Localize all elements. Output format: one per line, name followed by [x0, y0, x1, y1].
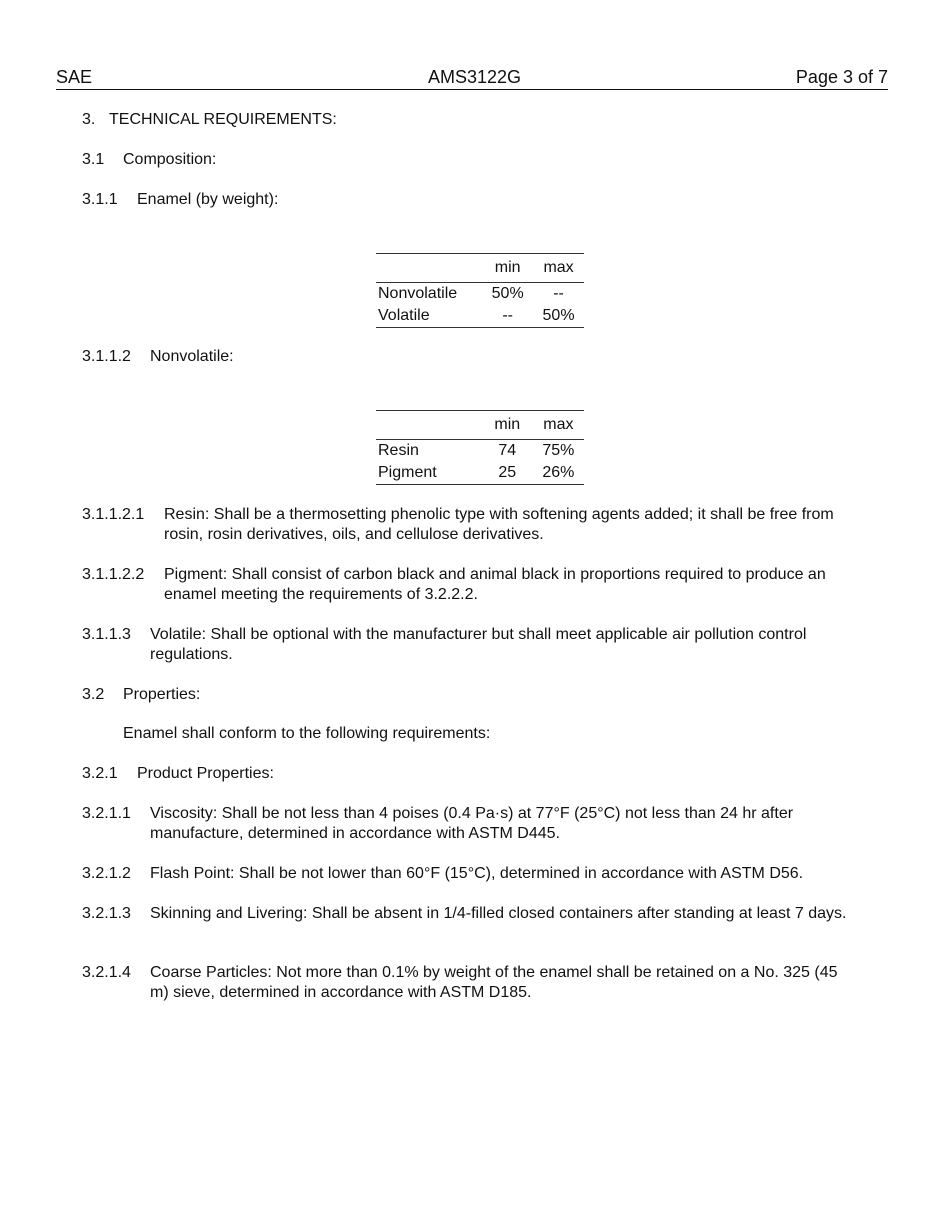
table-row — [376, 440, 584, 463]
section-number: 3.2.1.4 — [82, 964, 131, 981]
table-row — [376, 305, 584, 328]
page-header — [56, 67, 888, 90]
section-number: 3.1.1.2.2 — [82, 566, 145, 583]
section-title: Nonvolatile: — [150, 348, 234, 365]
table-header-row — [376, 411, 584, 440]
table-header-cell: max — [533, 254, 584, 283]
section-number: 3.1.1.3 — [82, 626, 131, 643]
section-number: 3.1.1.2 — [82, 348, 131, 365]
section-3-2-heading — [82, 685, 201, 705]
section-text: Resin: Shall be a thermosetting phenolic type with softening agents added; it shall be free from rosin, rosin derivatives, oils, and cellulose derivatives. — [164, 506, 834, 543]
section-text: Flash Point: Shall be not lower than 60°F (15°C), determined in accordance with ASTM D56. — [150, 865, 804, 882]
table-row — [376, 462, 584, 485]
section-3-2-1-3 — [82, 904, 850, 924]
section-number: 3.2.1.3 — [82, 905, 131, 922]
table-row — [376, 283, 584, 306]
header-page-number: Page 3 of 7 — [795, 67, 888, 87]
section-3-2-1-heading — [82, 764, 274, 784]
section-number: 3.1.1 — [82, 191, 118, 208]
section-text: Viscosity: Shall be not less than 4 poises (0.4 Pa·s) at 77°F (25°C) not less than 24 hr after manufacture, determined in accordance with ASTM D445. — [150, 805, 794, 842]
table-cell: 74 — [498, 442, 517, 459]
table-header-cell: min — [482, 254, 533, 283]
section-text: Volatile: Shall be optional with the manufacturer but shall meet applicable air pollution control regulations. — [150, 626, 807, 663]
section-3-2-1-4 — [82, 963, 850, 1003]
section-title: Product Properties: — [137, 765, 274, 782]
section-title: Properties: — [123, 686, 201, 703]
table-cell: Volatile — [376, 305, 482, 328]
section-number: 3.2 — [82, 686, 105, 703]
section-number: 3.2.1.2 — [82, 865, 131, 882]
section-title: TECHNICAL REQUIREMENTS: — [109, 111, 337, 128]
table-cell: 26% — [533, 462, 584, 485]
section-text: Pigment: Shall consist of carbon black and animal black in proportions required to produce an enamel meeting the requirements of 3.2.2.2. — [164, 566, 826, 603]
enamel-composition-table — [376, 253, 584, 328]
section-number: 3.1 — [82, 151, 105, 168]
section-3-2-intro: Enamel shall conform to the following requirements: — [123, 725, 491, 742]
table-header-cell: max — [533, 411, 584, 440]
section-text: Coarse Particles: Not more than 0.1% by weight of the enamel shall be retained on a No. 325 (45 m) sieve, determined in accordance with ASTM D185. — [150, 964, 838, 1001]
section-3-1-1-2-2 — [82, 565, 864, 605]
table-header-cell: min — [482, 411, 533, 440]
table-header-cell — [376, 411, 482, 440]
table-cell: Pigment — [376, 462, 482, 485]
nonvolatile-composition-table — [376, 410, 584, 485]
table-cell: 50% — [533, 305, 584, 328]
section-number: 3.1.1.2.1 — [82, 506, 145, 523]
section-title: Composition: — [123, 151, 217, 168]
section-3-1-1-heading — [82, 190, 279, 210]
table-cell: -- — [482, 305, 533, 328]
table-cell: 50% — [491, 285, 524, 302]
section-number: 3.2.1 — [82, 765, 118, 782]
section-3-1-1-3 — [82, 625, 850, 665]
table-cell: 25 — [482, 462, 533, 485]
section-3-2-1-1 — [82, 804, 850, 844]
table-cell: Resin — [378, 442, 419, 459]
section-3-1-1-2-1 — [82, 505, 864, 545]
section-title: Enamel (by weight): — [137, 191, 279, 208]
section-3-1-1-2-heading — [82, 347, 234, 367]
table-cell: Nonvolatile — [378, 285, 458, 302]
section-3-heading — [82, 110, 337, 130]
section-text: Skinning and Livering: Shall be absent in 1/4-filled closed containers after standing at least 7 days. — [150, 905, 847, 922]
section-3-1-heading — [82, 150, 217, 170]
table-header-cell — [376, 254, 482, 283]
table-cell: -- — [553, 285, 564, 302]
table-header-row — [376, 254, 584, 283]
table-cell: 75% — [542, 442, 575, 459]
header-org: SAE — [56, 67, 93, 87]
section-number: 3.2.1.1 — [82, 805, 131, 822]
section-number: 3. — [82, 111, 96, 128]
section-3-2-1-2 — [82, 864, 850, 884]
header-doc-number: AMS3122G — [428, 67, 522, 87]
